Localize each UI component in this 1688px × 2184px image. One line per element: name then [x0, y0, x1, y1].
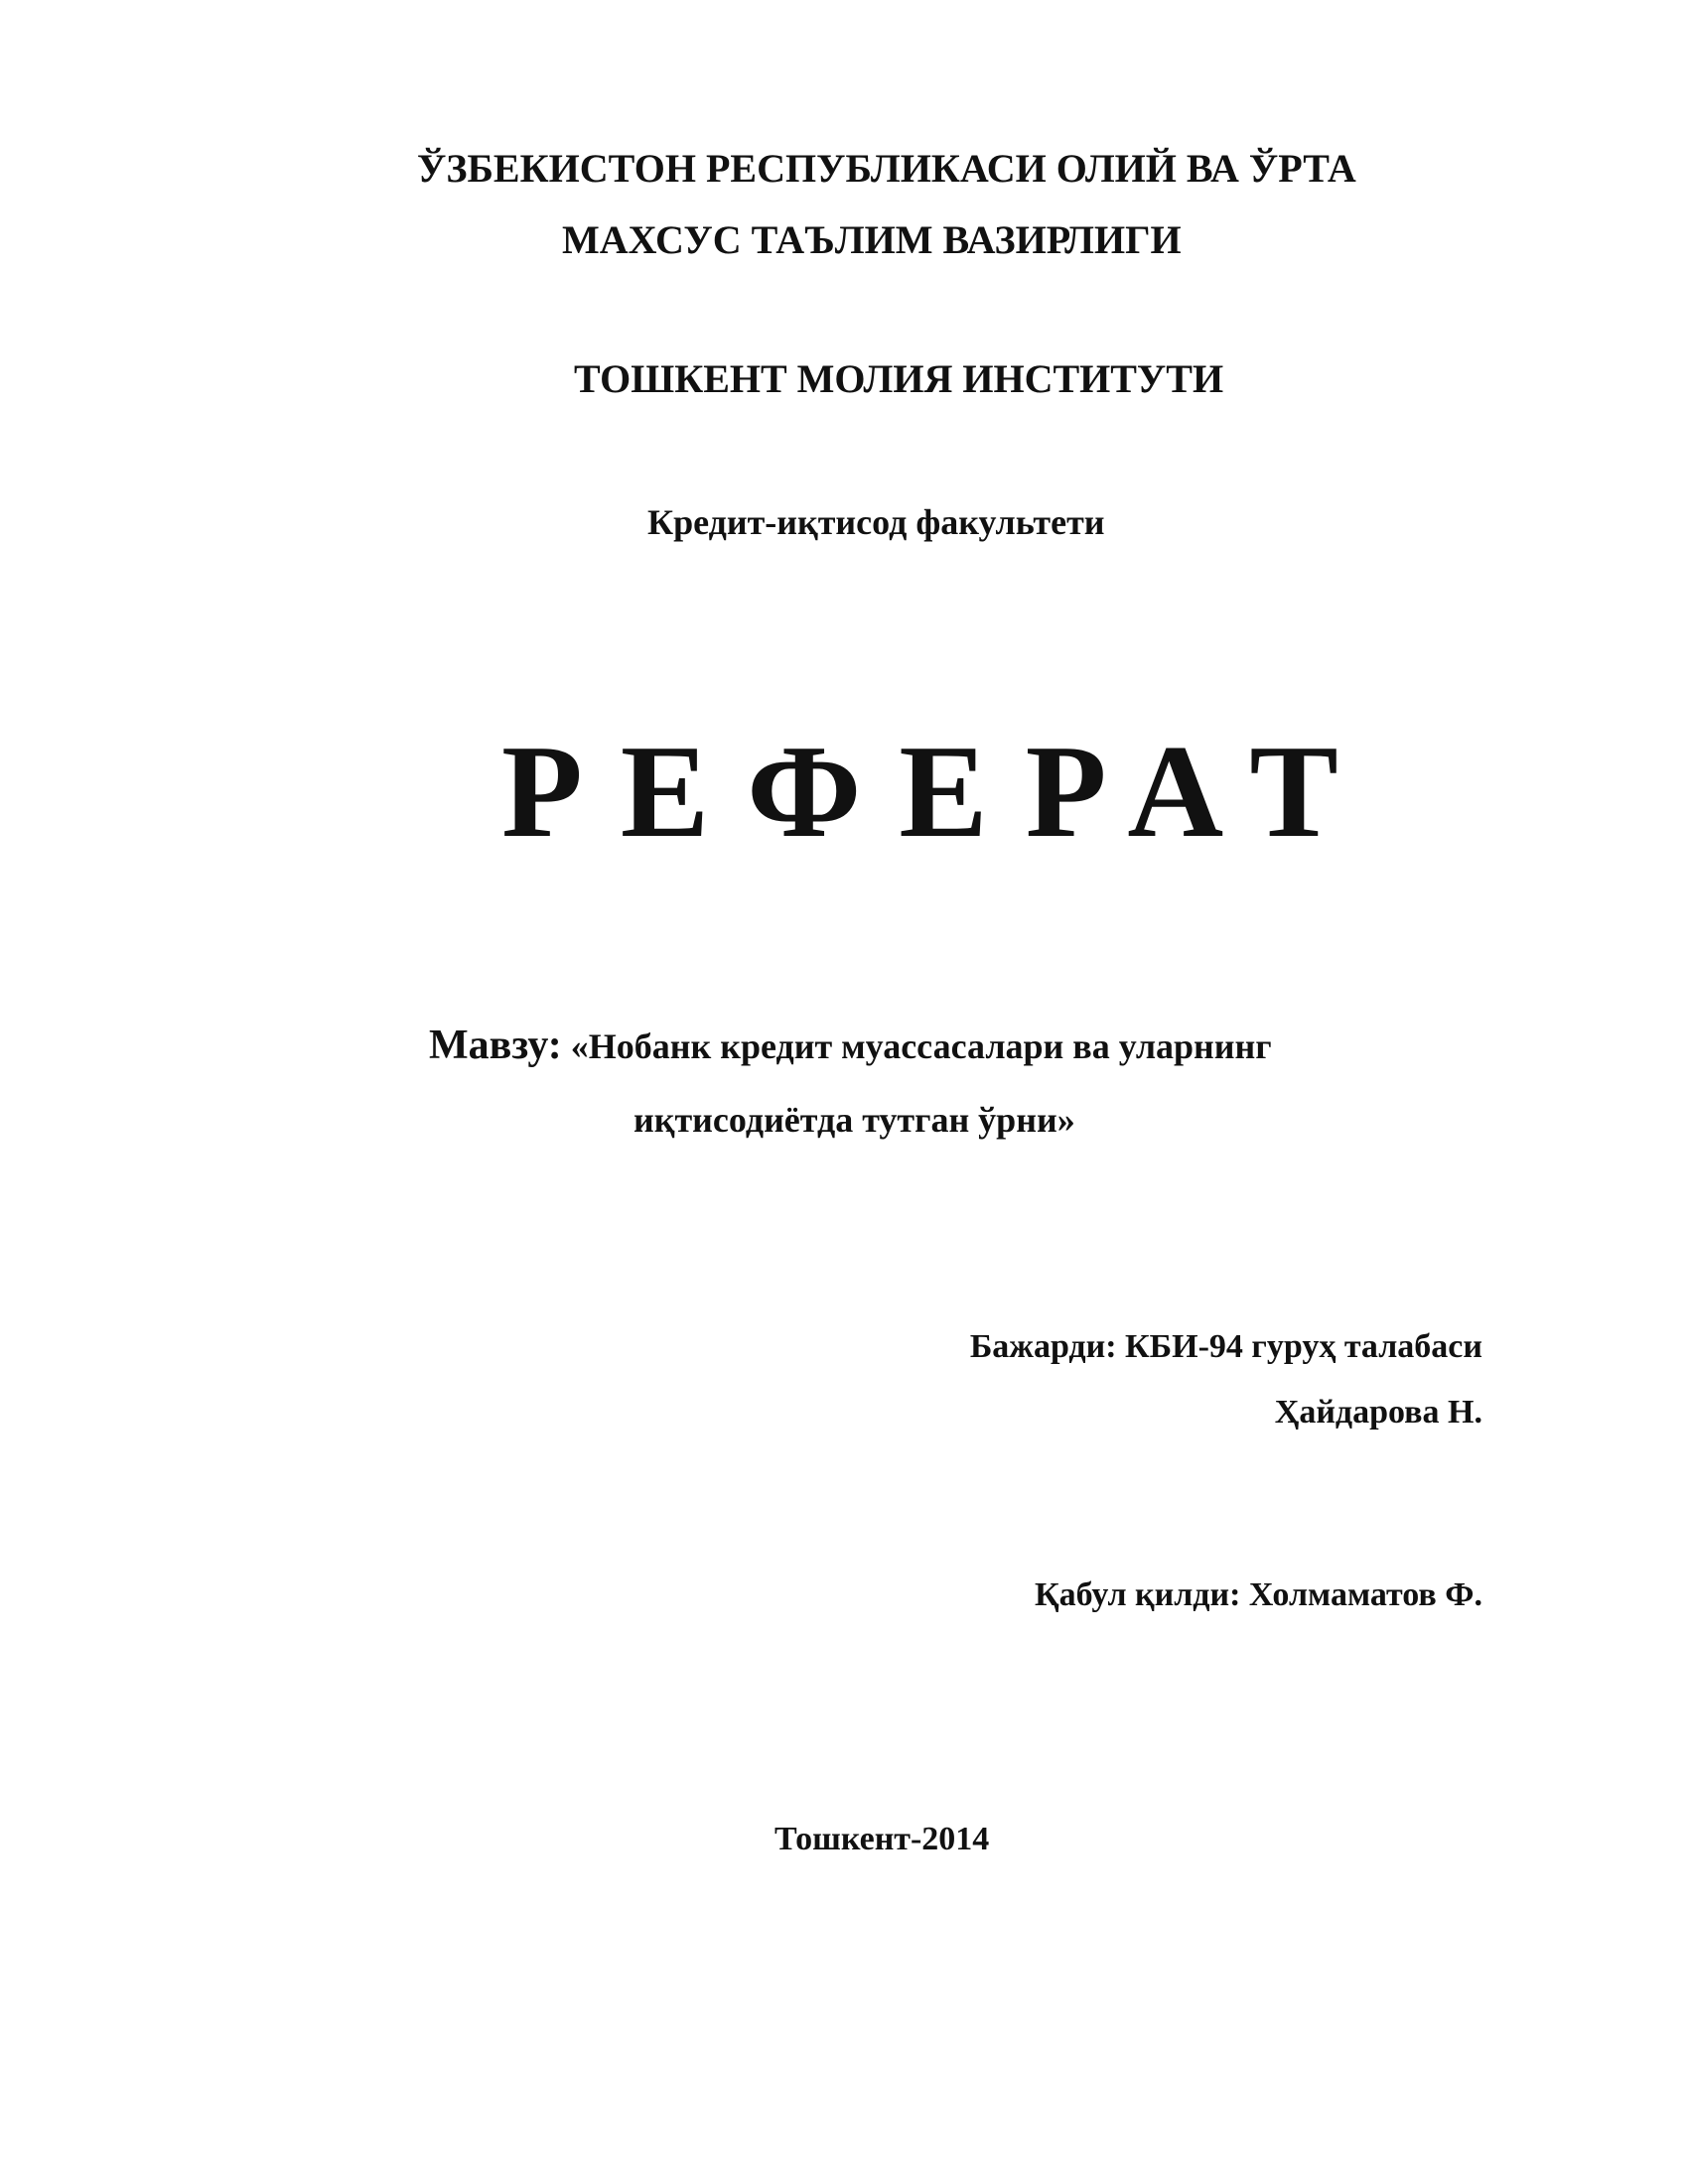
city-year: Тошкент-2014	[774, 1821, 990, 1857]
author-name: Ҳайдарова Н.	[1274, 1394, 1482, 1431]
ministry-line-2: МАХСУС ТАЪЛИМ ВАЗИРЛИГИ	[562, 217, 1182, 262]
topic-text-1: «Нобанк кредит муассасалари ва уларнинг	[570, 1026, 1272, 1066]
reviewer-line: Қабул қилди: Холмаматов Ф.	[1034, 1576, 1482, 1613]
faculty-name: Кредит-иқтисод факультети	[647, 502, 1105, 542]
institute-name: ТОШКЕНТ МОЛИЯ ИНСТИТУТИ	[574, 356, 1224, 401]
document-type-title: РЕФЕРАТ	[501, 718, 1376, 865]
topic-prefix: Мавзу:	[429, 1023, 562, 1068]
topic-line-1	[429, 1024, 1272, 1066]
author-line-1: Бажарди: КБИ-94 гуруҳ талабаси	[969, 1328, 1482, 1365]
ministry-line-1: ЎЗБЕКИСТОН РЕСПУБЛИКАСИ ОЛИЙ ВА ЎРТА	[417, 146, 1356, 191]
topic-line-2: иқтисодиётда тутган ўрни»	[633, 1100, 1075, 1140]
